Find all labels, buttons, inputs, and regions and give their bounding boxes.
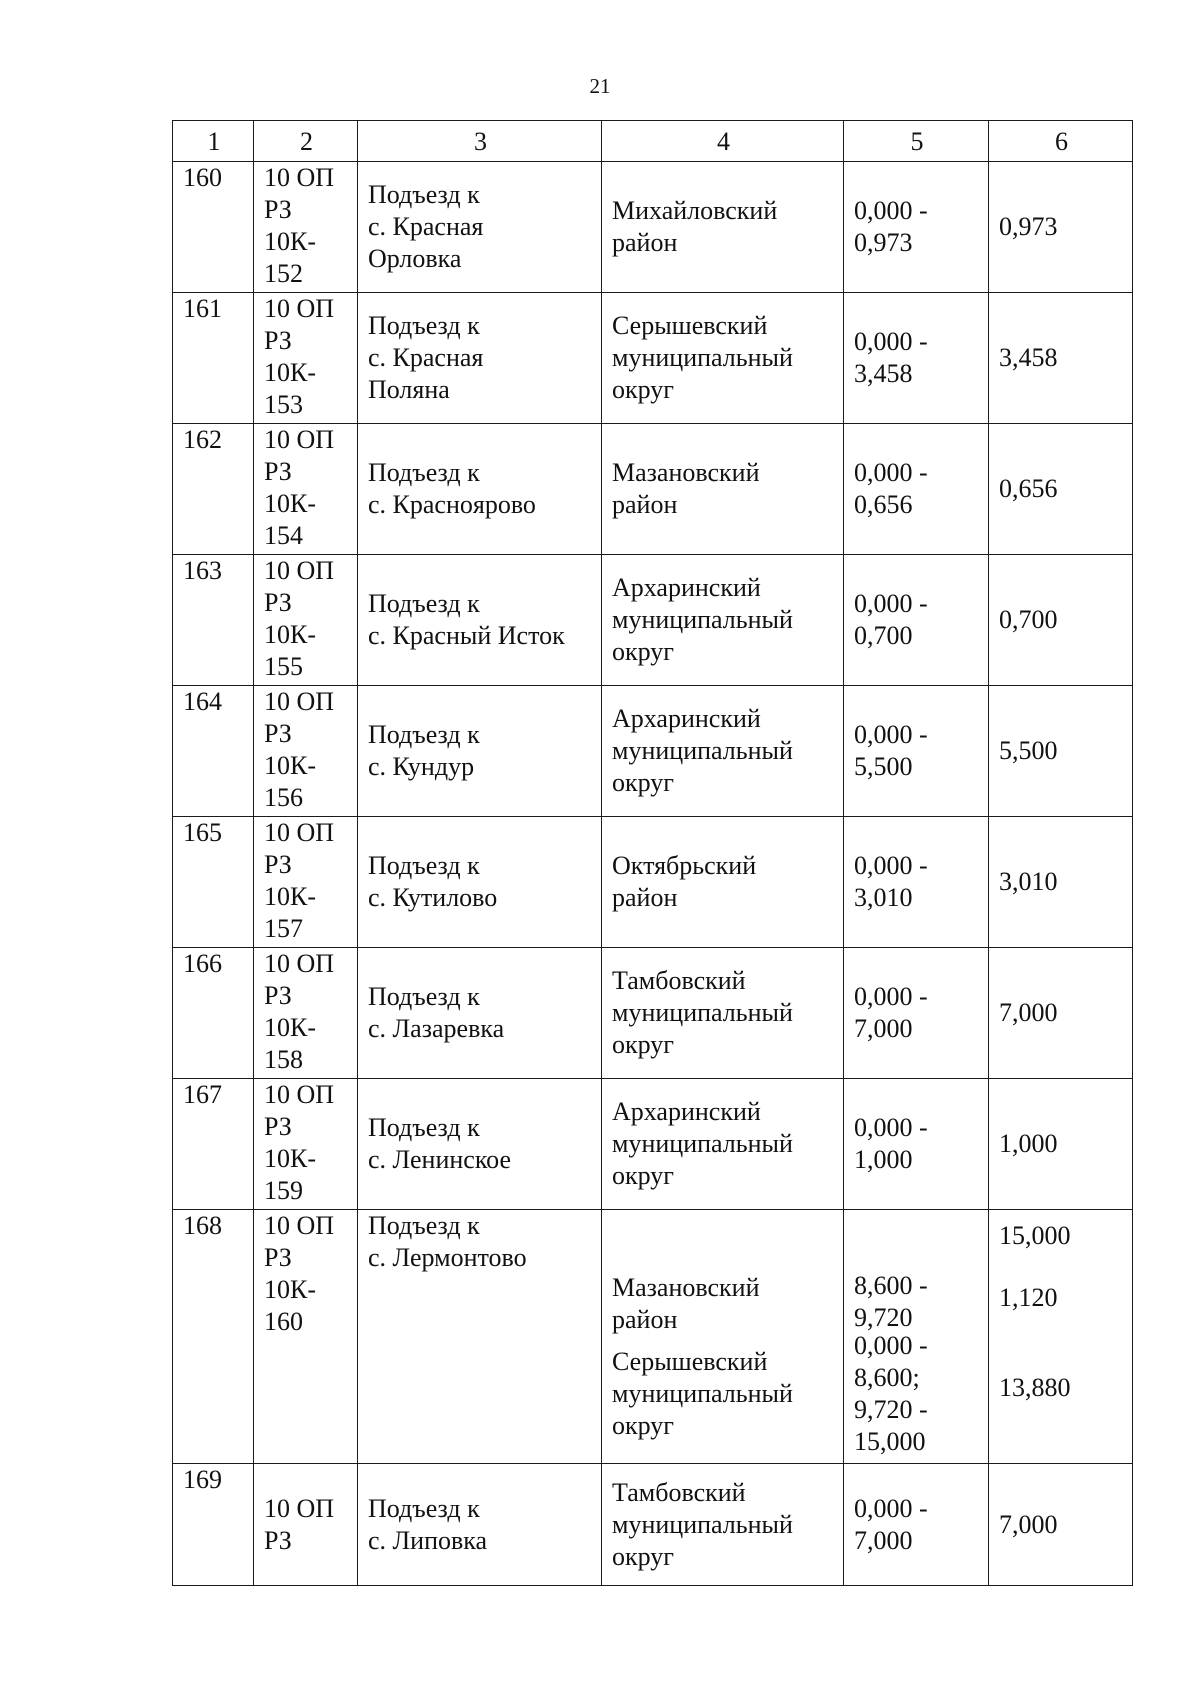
road-code: 10 ОП РЗ 10К- 153: [254, 293, 358, 424]
district: Архаринский муниципальный округ: [602, 1079, 844, 1210]
district: Архаринский муниципальный округ: [602, 555, 844, 686]
road-name: Подъезд к с. Кундур: [358, 686, 602, 817]
table-row: [173, 1079, 1133, 1210]
road-name: Подъезд к с. Лазаревка: [358, 948, 602, 1079]
length: 5,500: [989, 686, 1133, 817]
table-row: [173, 686, 1133, 817]
table-row: [173, 424, 1133, 555]
km-range: 0,000 - 5,500: [844, 686, 989, 817]
district: Тамбовский муниципальный округ: [602, 1464, 844, 1586]
roads-table: [172, 120, 1133, 1586]
length-stack: [999, 1210, 1124, 1460]
table-body: [173, 162, 1133, 1586]
road-name: Подъезд к с. Лермонтово: [358, 1210, 602, 1464]
length: 7,000: [989, 1464, 1133, 1586]
length: 1,000: [989, 1079, 1133, 1210]
header-row: [173, 121, 1133, 162]
district-stack: [612, 1210, 835, 1460]
road-code: 10 ОП РЗ: [254, 1464, 358, 1586]
column-header-3: 3: [358, 121, 602, 162]
km-range: 0,000 - 3,458: [844, 293, 989, 424]
road-name: Подъезд к с. Красный Исток: [358, 555, 602, 686]
column-header-1: 1: [173, 121, 254, 162]
district: Архаринский муниципальный округ: [602, 686, 844, 817]
district: Мазановский район: [602, 424, 844, 555]
length: 3,458: [989, 293, 1133, 424]
district: Октябрьский район: [602, 817, 844, 948]
district-part-1: Мазановский район: [612, 1273, 760, 1334]
table-row-169: [173, 1464, 1133, 1586]
road-name: Подъезд к с. Липовка: [358, 1464, 602, 1586]
road-code: 10 ОП РЗ 10К- 152: [254, 162, 358, 293]
road-name: Подъезд к с. Красная Поляна: [358, 293, 602, 424]
district: Серышевский муниципальный округ: [602, 293, 844, 424]
row-number: 162: [173, 424, 254, 555]
length-part-1: 1,120: [999, 1283, 1058, 1312]
road-name: Подъезд к с. Ленинское: [358, 1079, 602, 1210]
district-part-2: Серышевский муниципальный округ: [612, 1347, 793, 1440]
column-header-6: 6: [989, 121, 1133, 162]
column-header-5: 5: [844, 121, 989, 162]
table-row: [173, 948, 1133, 1079]
road-code: 10 ОП РЗ 10К- 156: [254, 686, 358, 817]
district-cell: [602, 1210, 844, 1464]
table-header: [173, 121, 1133, 162]
row-number: 165: [173, 817, 254, 948]
column-header-4: 4: [602, 121, 844, 162]
km-range: 0,000 - 0,973: [844, 162, 989, 293]
row-number: 164: [173, 686, 254, 817]
row-number: 166: [173, 948, 254, 1079]
district: Михайловский район: [602, 162, 844, 293]
row-number: 168: [173, 1210, 254, 1464]
length: 3,010: [989, 817, 1133, 948]
district: Тамбовский муниципальный округ: [602, 948, 844, 1079]
table-row: [173, 293, 1133, 424]
road-name: Подъезд к с. Кутилово: [358, 817, 602, 948]
length: 0,656: [989, 424, 1133, 555]
length: 0,973: [989, 162, 1133, 293]
column-header-2: 2: [254, 121, 358, 162]
road-name: Подъезд к с. Красная Орловка: [358, 162, 602, 293]
road-code: 10 ОП РЗ 10К- 159: [254, 1079, 358, 1210]
road-code: 10 ОП РЗ 10К- 157: [254, 817, 358, 948]
row-number: 161: [173, 293, 254, 424]
km-range: 0,000 - 3,010: [844, 817, 989, 948]
table-row: [173, 817, 1133, 948]
km-range: 0,000 - 1,000: [844, 1079, 989, 1210]
row-number: 160: [173, 162, 254, 293]
length-cell: [989, 1210, 1133, 1464]
km-range-part-2: 0,000 - 8,600; 9,720 - 15,000: [854, 1331, 928, 1456]
length: 0,700: [989, 555, 1133, 686]
range-stack: [854, 1210, 980, 1460]
table-row-168: [173, 1210, 1133, 1464]
row-number: 163: [173, 555, 254, 686]
road-code: 10 ОП РЗ 10К- 160: [254, 1210, 358, 1464]
length-part-2: 13,880: [999, 1373, 1071, 1402]
road-name: Подъезд к с. Краснoярово: [358, 424, 602, 555]
km-range: 0,000 - 7,000: [844, 1464, 989, 1586]
total-length: 15,000: [999, 1221, 1071, 1250]
range-cell: [844, 1210, 989, 1464]
length: 7,000: [989, 948, 1133, 1079]
row-number: 169: [173, 1464, 254, 1586]
km-range: 0,000 - 0,700: [844, 555, 989, 686]
km-range-part-1: 8,600 - 9,720: [854, 1271, 928, 1332]
page-number: 21: [589, 74, 611, 98]
road-code: 10 ОП РЗ 10К- 154: [254, 424, 358, 555]
road-code: 10 ОП РЗ 10К- 158: [254, 948, 358, 1079]
table-row: [173, 555, 1133, 686]
km-range: 0,000 - 7,000: [844, 948, 989, 1079]
table-row: [173, 162, 1133, 293]
km-range: 0,000 - 0,656: [844, 424, 989, 555]
row-number: 167: [173, 1079, 254, 1210]
road-code: 10 ОП РЗ 10К- 155: [254, 555, 358, 686]
